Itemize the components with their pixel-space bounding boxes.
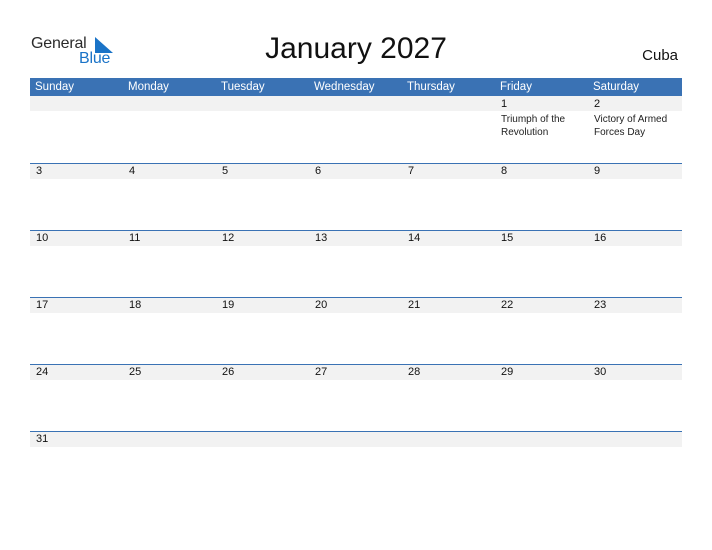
day-cell [309, 96, 402, 139]
day-number: 20 [315, 299, 328, 311]
day-cell [123, 96, 216, 139]
day-number: 2 [594, 98, 601, 110]
day-cell [495, 364, 588, 380]
day-number: 31 [36, 433, 49, 445]
week-row [30, 230, 682, 297]
day-number: 30 [594, 366, 607, 378]
day-number: 15 [501, 232, 514, 244]
day-cell [309, 230, 402, 246]
day-number: 21 [408, 299, 421, 311]
day-number [36, 96, 123, 112]
day-number: 13 [315, 232, 328, 244]
day-cell [30, 431, 123, 447]
day-cell [216, 297, 309, 313]
day-cell [588, 431, 682, 447]
week-row [30, 431, 682, 498]
day-cell [588, 96, 682, 139]
day-cell [123, 364, 216, 380]
holiday-label: Triumph of the Revolution [501, 114, 566, 138]
day-cell [309, 297, 402, 313]
country-label: Cuba [642, 47, 678, 64]
day-number [315, 431, 402, 447]
day-number [129, 96, 216, 112]
day-cell [402, 364, 495, 380]
week-row [30, 163, 682, 230]
day-cell [30, 230, 123, 246]
day-cell [216, 364, 309, 380]
day-cell [216, 230, 309, 246]
day-number [222, 431, 309, 447]
weekday-friday: Friday [500, 81, 532, 93]
day-number: 24 [36, 366, 49, 378]
day-cell [30, 163, 123, 179]
day-number: 18 [129, 299, 142, 311]
day-number: 28 [408, 366, 421, 378]
day-number: 29 [501, 366, 514, 378]
day-cell [123, 431, 216, 447]
day-cell [588, 163, 682, 179]
weekday-header [30, 78, 682, 96]
day-cell [402, 163, 495, 179]
day-cell [495, 96, 588, 139]
day-number: 12 [222, 232, 235, 244]
day-cell [123, 163, 216, 179]
brand-word-blue: Blue [79, 50, 111, 67]
day-number: 14 [408, 232, 421, 244]
week-row [30, 364, 682, 431]
day-number: 17 [36, 299, 49, 311]
day-number: 8 [501, 165, 508, 177]
day-cell [588, 230, 682, 246]
weekday-monday: Monday [128, 81, 169, 93]
day-cell [30, 297, 123, 313]
day-number: 5 [222, 165, 229, 177]
day-cell [402, 230, 495, 246]
day-number: 23 [594, 299, 607, 311]
weekday-wednesday: Wednesday [314, 81, 375, 93]
day-number [594, 431, 682, 447]
week-row [30, 96, 682, 163]
day-number: 3 [36, 165, 43, 177]
brand-word-general: General [31, 35, 87, 52]
day-number [315, 96, 402, 112]
day-number [129, 431, 216, 447]
day-cell [402, 96, 495, 139]
day-number: 7 [408, 165, 415, 177]
weekday-sunday: Sunday [35, 81, 75, 93]
day-number: 25 [129, 366, 142, 378]
day-number [222, 96, 309, 112]
weekday-saturday: Saturday [593, 81, 640, 93]
day-number: 11 [129, 232, 141, 244]
week-row [30, 297, 682, 364]
weekday-thursday: Thursday [407, 81, 455, 93]
day-number: 26 [222, 366, 235, 378]
day-cell [123, 297, 216, 313]
day-cell [495, 431, 588, 447]
day-number: 6 [315, 165, 322, 177]
day-cell [123, 230, 216, 246]
day-number [501, 431, 588, 447]
day-cell [30, 364, 123, 380]
day-cell [309, 364, 402, 380]
day-number: 1 [501, 98, 508, 110]
day-number: 4 [129, 165, 136, 177]
day-cell [588, 297, 682, 313]
day-number: 27 [315, 366, 328, 378]
day-cell [216, 96, 309, 139]
day-cell [495, 230, 588, 246]
day-number: 22 [501, 299, 514, 311]
weekday-tuesday: Tuesday [221, 81, 265, 93]
day-cell [495, 163, 588, 179]
day-number: 9 [594, 165, 601, 177]
calendar-grid [30, 78, 682, 498]
day-number [408, 431, 495, 447]
day-number: 16 [594, 232, 607, 244]
day-cell [495, 297, 588, 313]
day-cell [216, 163, 309, 179]
day-cell [216, 431, 309, 447]
holiday-label: Victory of Armed Forces Day [594, 114, 668, 138]
day-cell [588, 364, 682, 380]
calendar-title: January 2027 [265, 32, 447, 65]
day-cell [402, 297, 495, 313]
day-number: 19 [222, 299, 235, 311]
day-number [408, 96, 495, 112]
day-cell [309, 163, 402, 179]
day-cell [30, 96, 123, 139]
day-cell [309, 431, 402, 447]
day-cell [402, 431, 495, 447]
day-number: 10 [36, 232, 49, 244]
